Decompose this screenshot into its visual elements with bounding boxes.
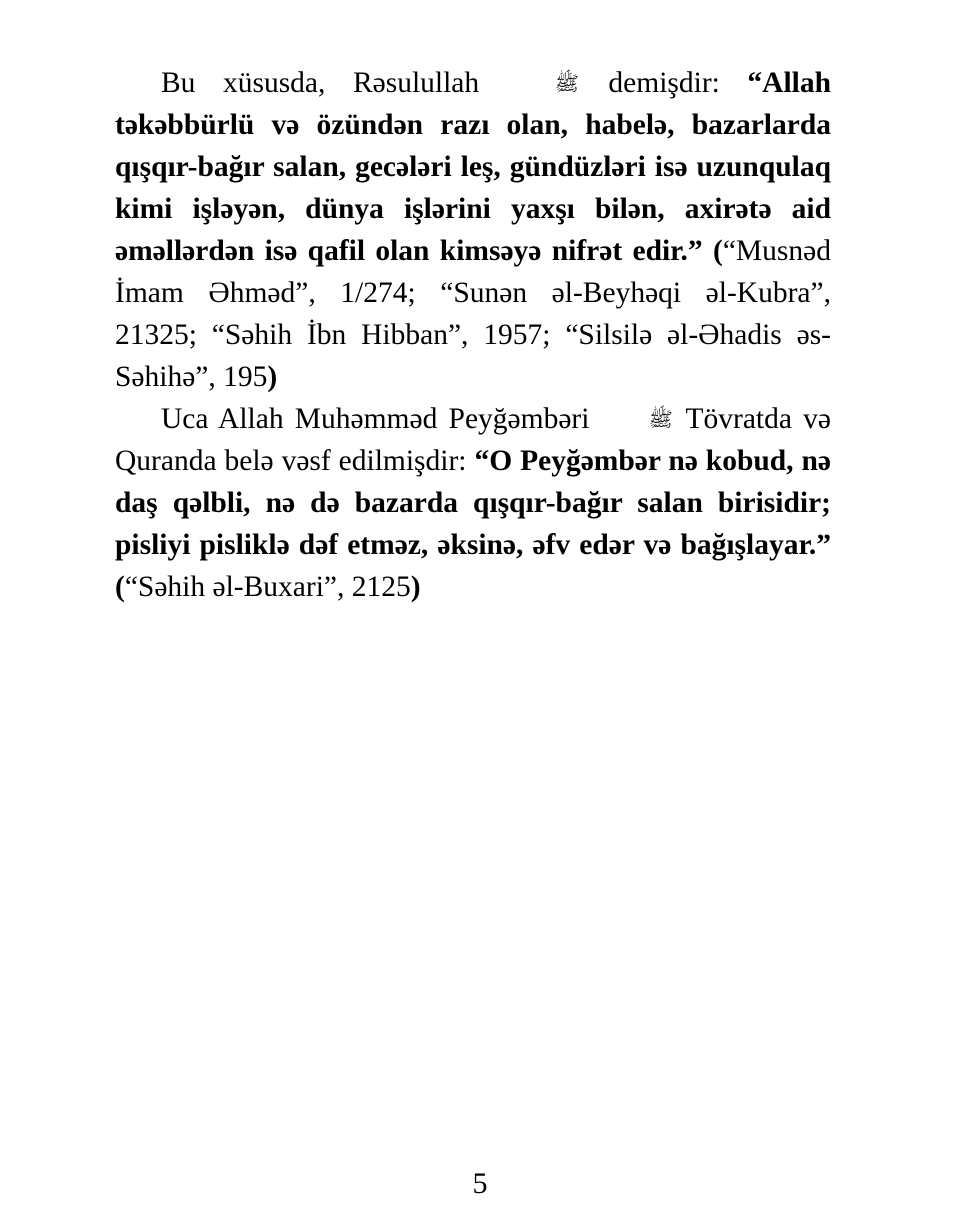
paragraph-2-intro-continued: Tövratda və Quranda belə vəsf edilmişdir: [115,403,832,477]
paragraph-2-intro: Uca Allah Muhəmməd Peyğəmbəri [161,403,590,435]
paragraph-1-intro: Bu xüsusda, Rəsulullah [161,67,480,99]
citation-2: “Səhih əl-Buxari”, 2125 [124,571,411,603]
citation-open-paren-1: ( [702,235,723,267]
citation-1: “Musnəd İmam Əhməd”, 1/274; “Sunən əl-Beyhəqi əl-Kubra”, 21325; “Səhih İbn Hibban”, 1957; “Silsilə əl-Əhadis əs-Səhihə”, 195 [115,235,831,393]
hadith-quote-1: “Allah təkəbbürlü və özündən razı olan, habelə, bazarlarda qışqır-bağır salan, gecələri leş, gündüzləri isə uzunqulaq kimi işləyən, dünya işlərini yaxşı bilən, axirətə aid əməllərdən isə qafil olan kimsəyə nifrət edir.” [115,67,831,267]
citation-close-paren-1: ) [267,361,278,393]
page-number: 5 [472,1167,488,1200]
pbuh-honorific-icon: ﷺ [648,409,673,431]
paragraph-1-intro-continued: demişdir: [580,67,748,99]
page-body [115,62,831,608]
paragraph-1 [115,62,831,398]
citation-close-paren-2: ) [410,571,421,603]
hadith-quote-2: “O Peyğəmbər nə kobud, nə daş qəlbli, nə də bazarda qışqır-bağır salan birisidir; pisliyi pisliklə dəf etməz, əksinə, əfv edər və bağışlayar.” [115,445,831,561]
paragraph-2 [115,398,831,608]
citation-open-paren-2: ( [115,571,125,603]
pbuh-honorific-icon: ﷺ [554,73,579,95]
